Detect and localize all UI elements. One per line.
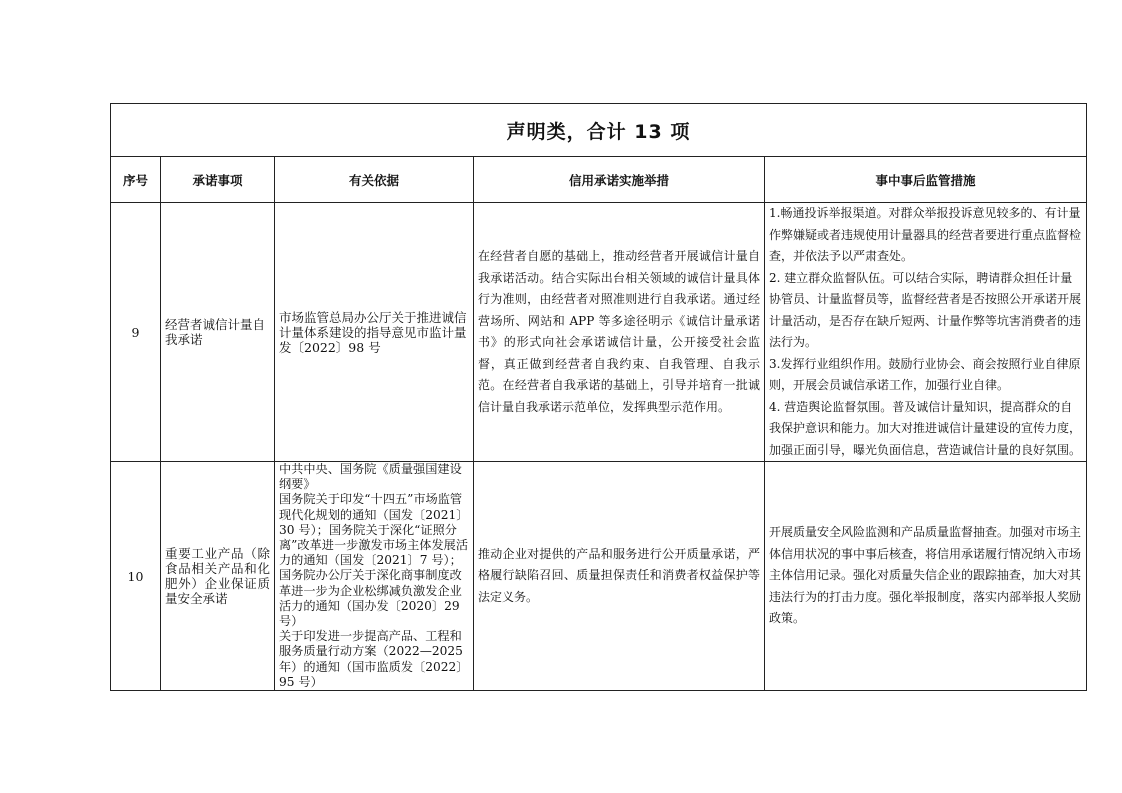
measures-text: 在经营者自愿的基础上，推动经营者开展诚信计量自我承诺活动。结合实际出台相关领域的诚信计量具体行为准则，由经营者对照准则进行自我承诺。通过经营场所、网站和 APP 等多途径明示《诚信计量承诺书》的形式向社会承诺诚信计量，公开接受社会监督，真正做到经营者自我约束、自我管理、自我示范。在经营者自我承诺的基础上，引导并培育一批诚信计量自我承诺示范单位，发挥典型示范作用。 [474, 203, 765, 462]
row-number: 9 [111, 203, 161, 462]
commitment-item: 重要工业产品（除食品相关产品和化肥外）企业保证质量安全承诺 [161, 462, 275, 691]
table-title: 声明类，合计 13 项 [111, 104, 1087, 157]
supervision-item: 4. 营造舆论监督氛围。普及诚信计量知识，提高群众的自我保护意识和能力。加大对推进诚信计量建设的宣传力度，加强正面引导，曝光负面信息，营造诚信计量的良好氛围。 [769, 399, 1082, 457]
header-no: 序号 [111, 157, 161, 203]
supervision-cell [765, 203, 1087, 462]
supervision-item: 3.发挥行业组织作用。鼓励行业协会、商会按照行业自律原则，开展会员诚信承诺工作，加强行业自律。 [769, 356, 1081, 392]
basis-cell [275, 462, 474, 691]
commitment-table [110, 103, 1087, 691]
supervision-item: 1.畅通投诉举报渠道。对群众举报投诉意见较多的、有计量作弊嫌疑或者违规使用计量器具的经营者要进行重点监督检查，并依法予以严肃查处。 [769, 206, 1082, 263]
table-row [111, 203, 1087, 462]
basis-text: 市场监管总局办公厅关于推进诚信计量体系建设的指导意见市监计量发〔2022〕98 号 [275, 203, 474, 462]
supervision-cell [765, 462, 1087, 691]
basis-text: 中共中央、国务院《质量强国建设纲要》 [279, 462, 462, 492]
measures-text: 推动企业对提供的产品和服务进行公开质量承诺，严格履行缺陷召回、质量担保责任和消费者权益保护等法定义务。 [474, 462, 765, 691]
supervision-item: 开展质量安全风险监测和产品质量监督抽查。加强对市场主体信用状况的事中事后核查，将信用承诺履行情况纳入市场主体信用记录。强化对质量失信企业的跟踪抽查，加大对其违法行为的打击力度。强化举报制度，落实内部举报人奖励政策。 [769, 525, 1082, 626]
document-page [110, 103, 1086, 691]
header-supervision: 事中事后监管措施 [765, 157, 1087, 203]
row-number: 10 [111, 462, 161, 691]
header-item: 承诺事项 [161, 157, 275, 203]
table-row [111, 462, 1087, 691]
commitment-item: 经营者诚信计量自我承诺 [161, 203, 275, 462]
basis-text: 关于印发进一步提高产品、工程和服务质量行动方案（2022—2025 年）的通知（国市监质发〔2022〕95 号） [279, 629, 469, 689]
header-basis: 有关依据 [275, 157, 474, 203]
header-measures: 信用承诺实施举措 [474, 157, 765, 203]
basis-text: 国务院关于印发“十四五”市场监管现代化规划的通知（国发〔2021〕30 号）；国务院关于深化“证照分离”改革进一步激发市场主体发展活力的通知（国发〔2021〕7 号）；国务院办公厅关于深化商事制度改革进一步为企业松绑减负激发企业活力的通知（国办发〔2020〕29 号） [279, 492, 469, 629]
supervision-item: 2. 建立群众监督队伍。可以结合实际，聘请群众担任计量协管员、计量监督员等，监督经营者是否按照公开承诺开展计量活动，是否存在缺斤短两、计量作弊等坑害消费者的违法行为。 [769, 270, 1082, 349]
